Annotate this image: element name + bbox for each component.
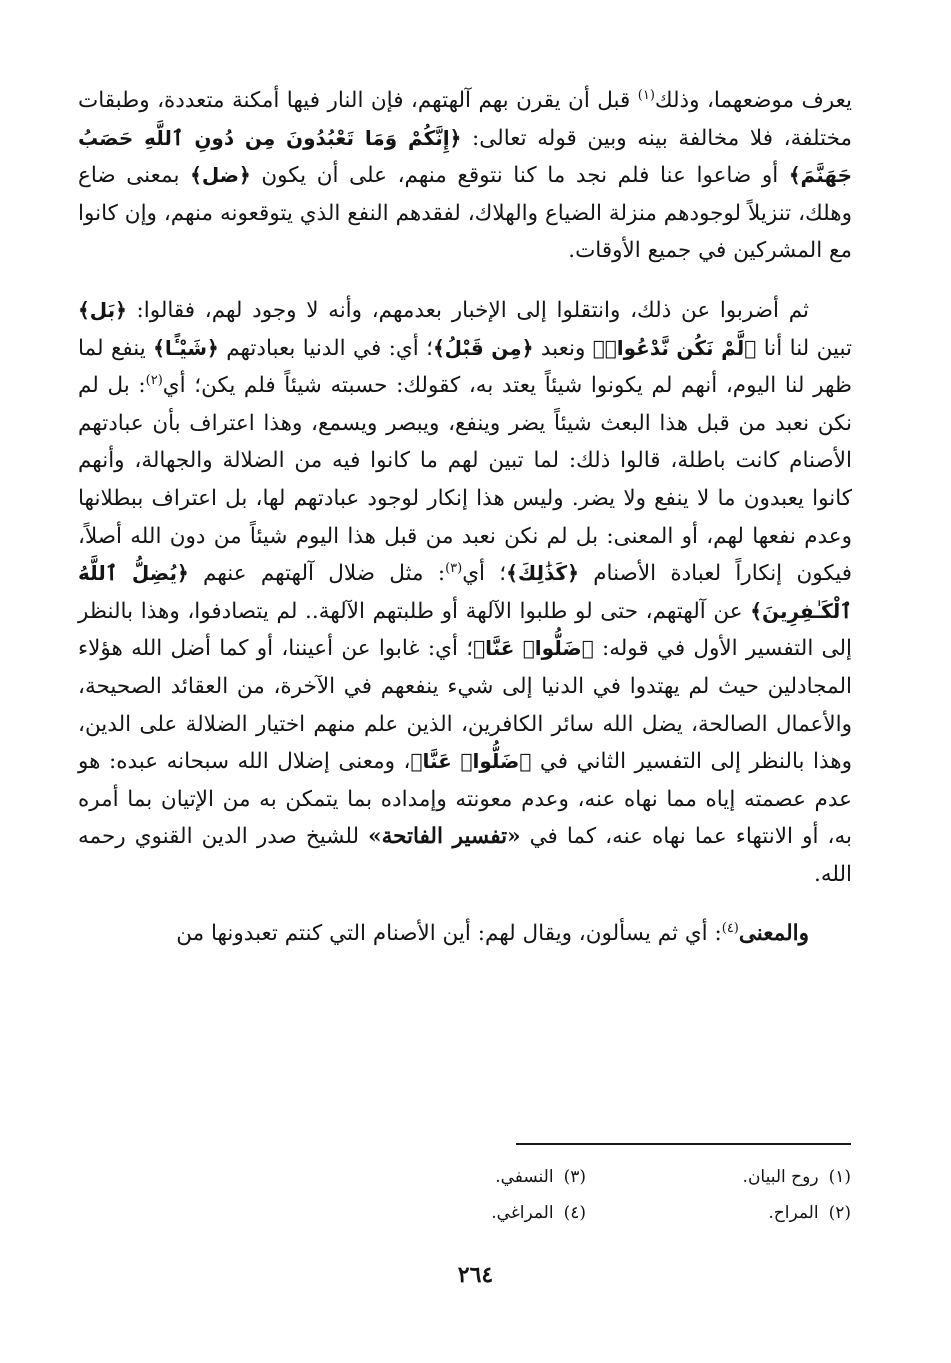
footnote-number: (١) — [828, 1167, 851, 1187]
text-run: قبل أن يقرن بهم آلهتهم، فإن النار فيها أمكنة متعددة، وطبقات مختلفة، فلا مخالفة بينه وبين قوله تعالى: — [78, 88, 852, 151]
quran-verse: ﴿مِن قَبْلُ﴾ — [432, 335, 534, 360]
text-run: ؛ أي: غابوا عن أعيننا، أو كما أضل الله هؤلاء المجادلين حيث لم يهتدوا في الدنيا إلى شيء ينفعهم في الآخرة، من العقائد الصحيحة، والأعمال الصالحة، يضل الله سائر الكافرين، الذين علم منهم اختيار الضلالة على الدين، وهذا بالنظر إلى التفسير الثاني في — [78, 636, 852, 775]
quran-verse: ﴿بَل﴾ — [78, 297, 127, 322]
footnote-text: المراغي. — [491, 1203, 554, 1223]
footnotes — [331, 1163, 851, 1227]
page-body — [78, 82, 852, 953]
footnote-3 — [331, 1163, 586, 1191]
text-run: ، ومعنى إضلال الله سبحانه عبده: هو عدم عصمته إياه مما نهاه عنه، وعدم معونته وإمداده بما يتمكن به من الإتيان بما أمره به، أو الانتهاء عما نهاه عنه، كما في — [78, 749, 852, 850]
footnote-text: روح البيان. — [742, 1167, 819, 1187]
quran-verse: ﴿ضَلُّوا۟ عَنَّا﴾ — [473, 636, 594, 661]
text-run: : بل لم نكن نعبد من قبل هذا البعث شيئاً يضر وينفع، ويبصر ويسمع، وهذا اعتراف بأن عبادتهم الأصنام كانت باطلة، قالوا ذلك: لما تبين لهم ما كانوا فيه من الضلالة والجهالة، وأنهم كانوا يعبدون ما لا ينفع ولا يضر. وليس هذا إنكار لوجود عبادتهم لها، بل اعتراف ببطلانها وعدم نفعها لهم، أو المعنى: بل لم نكن نعبد من قبل هذا اليوم شيئاً من دون الله أصلاً، فيكون إنكاراً لعبادة الأصنام — [78, 373, 852, 587]
quran-verse: ﴿إِنَّكُمْ وَمَا تَعْبُدُونَ مِن دُونِ ٱللَّهِ حَصَبُ جَهَنَّمَ﴾ — [78, 125, 853, 188]
page-number: ٢٦٤ — [457, 1262, 494, 1288]
text-run: للشيخ صدر الدين القنوي رحمه الله. — [78, 824, 852, 887]
footnote-ref-1[interactable]: (١) — [637, 87, 655, 103]
text-run: ؛ أي: في الدنيا بعبادتهم — [218, 335, 433, 361]
footnote-text: المراح. — [768, 1203, 819, 1223]
text-run: ينفع لما ظهر لنا اليوم، أنهم لم يكونوا شيئاً يعتد به، كقولك: حسبته شيئاً فلم يكن؛ أي — [78, 335, 852, 399]
text-run: ثم أضربوا عن ذلك، وانتقلوا إلى الإخبار بعدمهم، وأنه لا وجود لهم، فقالوا: — [126, 297, 809, 323]
footnote-4 — [331, 1199, 586, 1227]
paragraph-3 — [78, 915, 852, 953]
quran-verse: ﴿شَيْـًٔا﴾ — [153, 335, 219, 360]
footnote-number: (٢) — [828, 1203, 851, 1223]
text-run: : أي ثم يسألون، ويقال لهم: أين الأصنام التي كنتم تعبدونها من — [176, 921, 722, 947]
text-run: ؛ أي — [462, 561, 507, 587]
text-run: يعرف موضعهما، وذلك — [654, 88, 852, 113]
quran-verse: ﴿لَّمْ نَكُن نَّدْعُوا۟﴾ — [592, 335, 757, 360]
footnote-1 — [586, 1163, 851, 1191]
section-lead: والمعنى — [738, 921, 809, 947]
text-run: أو ضاعوا عنا فلم نجد ما كنا نتوقع منهم، على أن يكون — [250, 163, 789, 189]
footnote-number: (٤) — [563, 1203, 586, 1223]
footnote-number: (٣) — [563, 1167, 586, 1187]
quran-verse: ﴿كَذَٰلِكَ﴾ — [506, 561, 579, 586]
book-title: «تفسير الفاتحة» — [368, 824, 521, 850]
footnote-2 — [586, 1199, 851, 1227]
footnote-ref-4[interactable]: (٤) — [721, 921, 739, 937]
text-run: ونعبد — [533, 335, 593, 361]
quran-verse: ﴿يُضِلُّ ٱللَّهُ ٱلْكَـٰفِرِينَ﴾ — [78, 561, 852, 623]
paragraph-2 — [78, 292, 852, 894]
footnote-ref-2[interactable]: (٢) — [145, 373, 163, 388]
quran-verse: ﴿ضل﴾ — [190, 163, 251, 188]
footnote-ref-3[interactable]: (٣) — [445, 560, 463, 576]
text-run: تبين لنا أنا — [756, 335, 852, 361]
text-run: بمعنى ضاع وهلك، تنزيلاً لوجودهم منزلة الضياع والهلاك، لفقدهم النفع الذي يتوقعونه منهم، وإن كانوا مع المشركين في جميع الأوقات. — [78, 163, 852, 264]
quran-verse: ﴿ضَلُّوا۟ عَنَّا﴾ — [410, 749, 532, 774]
footnote-divider — [516, 1143, 851, 1145]
text-run: عن آلهتهم، حتى لو طلبوا الآلهة أو طلبتهم الآلهة.. لم يتصادفوا، وهذا بالنظر إلى التفسير الأول في قوله: — [78, 598, 852, 662]
paragraph-1 — [78, 82, 852, 270]
text-run: : مثل ضلال آلهتهم عنهم — [188, 561, 446, 587]
footnote-text: النسفي. — [495, 1167, 554, 1187]
